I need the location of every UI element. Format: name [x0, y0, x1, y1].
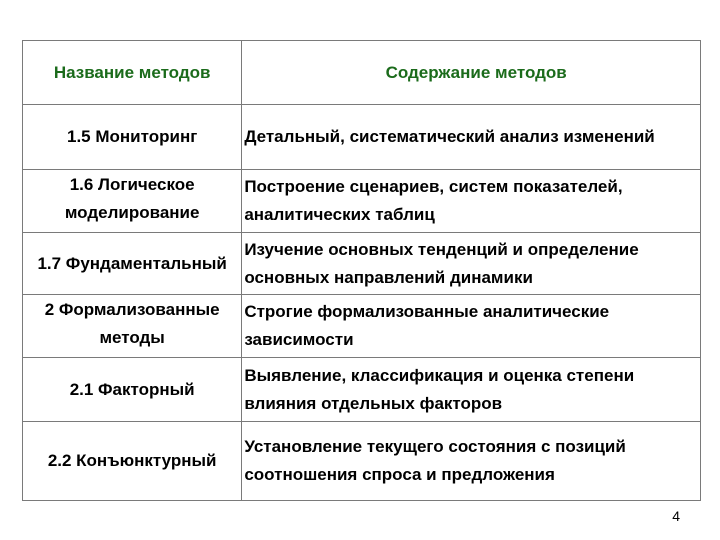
method-name-cell: 1.7 Фундаментальный [23, 233, 242, 295]
table-row [23, 233, 701, 295]
method-name-cell: 2.2 Конъюнктурный [23, 422, 242, 501]
method-name-cell: 2 Формализованные методы [23, 295, 242, 358]
method-name-cell: 2.1 Факторный [23, 358, 242, 422]
table-row [23, 105, 701, 170]
table-row [23, 422, 701, 501]
method-description-cell: Выявление, классификация и оценка степени влияния отдельных факторов [242, 358, 701, 422]
methods-table [22, 40, 701, 501]
table-header-row [23, 41, 701, 105]
method-name-cell: 1.6 Логическое моделирование [23, 170, 242, 233]
table-row [23, 295, 701, 358]
table-row [23, 358, 701, 422]
method-description-cell: Строгие формализованные аналитические зависимости [242, 295, 701, 358]
method-description-cell: Изучение основных тенденций и определение основных направлений динамики [242, 233, 701, 295]
header-method-name: Название методов [23, 41, 242, 105]
table-row [23, 170, 701, 233]
method-description-cell: Построение сценариев, систем показателей, аналитических таблиц [242, 170, 701, 233]
page-number: 4 [672, 508, 680, 524]
method-name-cell: 1.5 Мониторинг [23, 105, 242, 170]
header-method-content: Содержание методов [242, 41, 701, 105]
method-description-cell: Установление текущего состояния с позиций соотношения спроса и предложения [242, 422, 701, 501]
method-description-cell: Детальный, систематический анализ изменений [242, 105, 701, 170]
